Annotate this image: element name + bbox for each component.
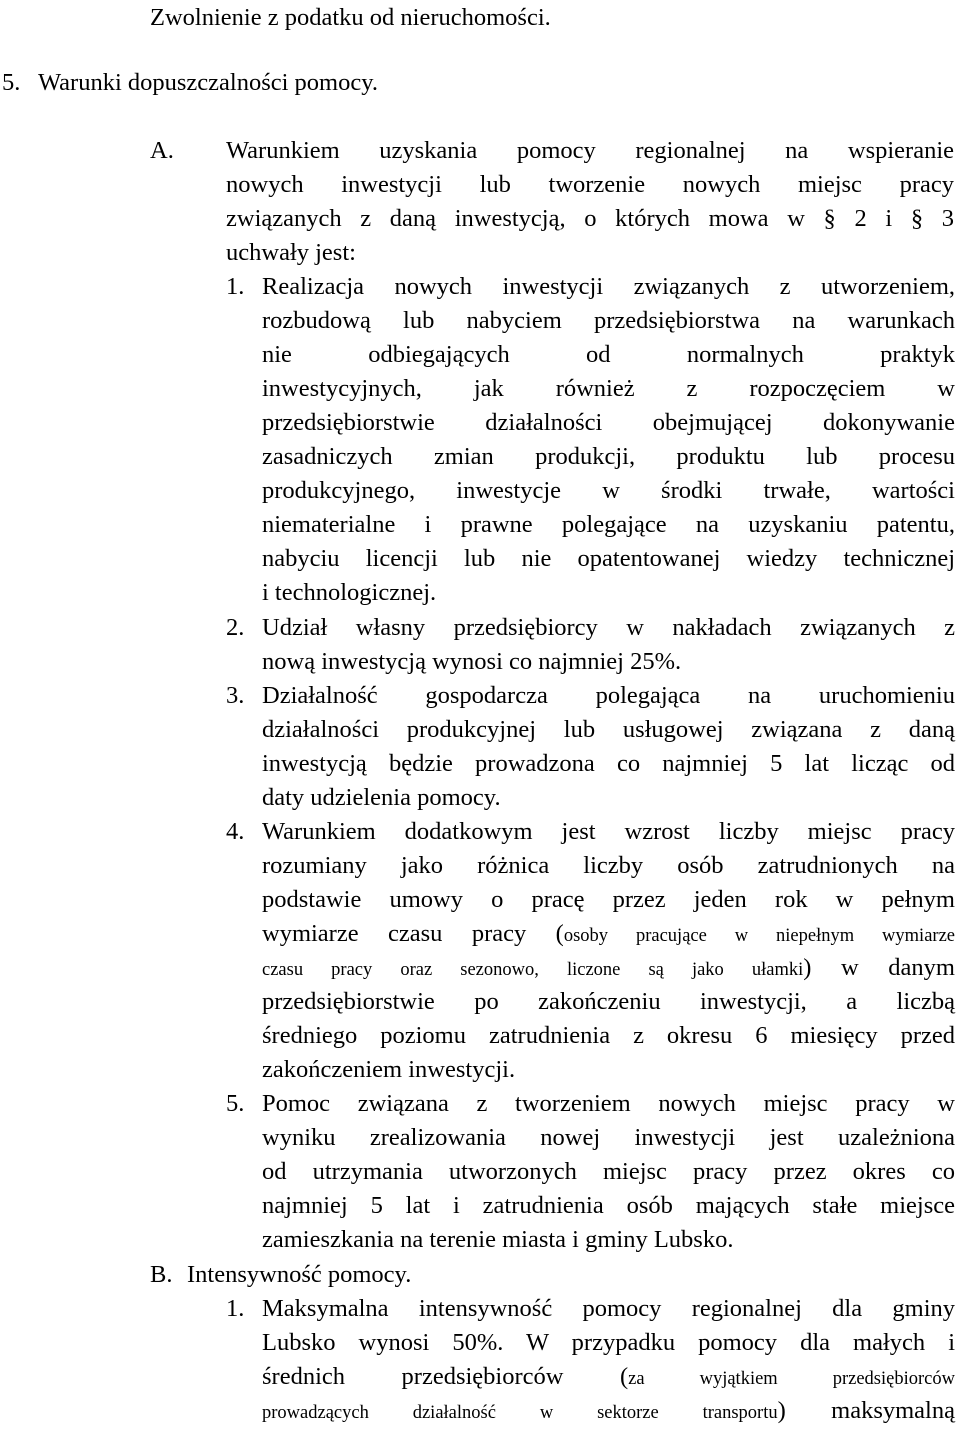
item-number: 4. bbox=[226, 818, 245, 845]
part-a-intro-line: uchwały jest: bbox=[226, 239, 356, 266]
item-5-line: wyniku zrealizowania nowej inwestycji jest uzależniona bbox=[262, 1124, 955, 1151]
part-b-item-1-mixed-line bbox=[262, 1394, 955, 1430]
item-number: 1. bbox=[226, 273, 245, 300]
section-title: Warunki dopuszczalności pomocy. bbox=[38, 69, 379, 96]
part-a-intro-line: Warunkiem uzyskania pomocy regionalnej na wspieranie bbox=[226, 137, 954, 164]
item-1-line: produkcyjnego, inwestycje w środki trwałe, wartości bbox=[262, 477, 955, 504]
part-b-item-1-mixed-line bbox=[262, 1360, 955, 1396]
part-b-item-1-line: Lubsko wynosi 50%. W przypadku pomocy dla małych i bbox=[262, 1329, 955, 1356]
item-4-text: wymiarze czasu pracy ( bbox=[262, 920, 564, 947]
item-4-mixed-line bbox=[262, 917, 955, 953]
item-5-line: najmniej 5 lat i zatrudnienia osób mających stałe miejsce bbox=[262, 1192, 955, 1219]
part-b-text: średnich przedsiębiorców ( bbox=[262, 1363, 629, 1390]
part-b-item-1-line: Maksymalna intensywność pomocy regionalnej dla gminy bbox=[262, 1295, 955, 1322]
item-4-line: Warunkiem dodatkowym jest wzrost liczby miejsc pracy bbox=[262, 818, 955, 845]
item-3-line: Działalność gospodarcza polegająca na uruchomieniu bbox=[262, 682, 955, 709]
part-b-label: B. bbox=[150, 1261, 173, 1288]
item-1-line: przedsiębiorstwie działalności obejmującej dokonywanie bbox=[262, 409, 955, 436]
part-a-intro-line: związanych z daną inwestycją, o których mowa w § 2 i § 3 bbox=[226, 205, 954, 232]
item-4-line: przedsiębiorstwie po zakończeniu inwestycji, a liczbą bbox=[262, 988, 955, 1015]
item-3-line: działalności produkcyjnej lub usługowej związana z daną bbox=[262, 716, 955, 743]
item-1-line: nie odbiegających od normalnych praktyk bbox=[262, 341, 955, 368]
item-4-small-text: osoby pracujące w niepełnym wymiarze bbox=[563, 926, 955, 946]
item-1-line: zasadniczych zmian produkcji, produktu lub procesu bbox=[262, 443, 955, 470]
item-4-line: rozumiany jako różnica liczby osób zatrudnionych na bbox=[262, 852, 955, 879]
item-5-line: Pomoc związana z tworzeniem nowych miejsc pracy w bbox=[262, 1090, 955, 1117]
item-number: 5. bbox=[226, 1090, 245, 1117]
item-4-text: ) w danym bbox=[803, 954, 955, 981]
item-number: 3. bbox=[226, 682, 245, 709]
item-number: 1. bbox=[226, 1295, 245, 1322]
item-1-line: niematerialne i prawne polegające na uzyskaniu patentu, bbox=[262, 511, 955, 538]
part-a-label: A. bbox=[150, 137, 174, 164]
item-4-line: średniego poziomu zatrudnienia z okresu 6 miesięcy przed bbox=[262, 1022, 955, 1049]
item-4-line: zakończeniem inwestycji. bbox=[262, 1056, 516, 1083]
item-1-line: rozbudową lub nabyciem przedsiębiorstwa na warunkach bbox=[262, 307, 955, 334]
item-number: 2. bbox=[226, 614, 245, 641]
item-2-line: Udział własny przedsiębiorcy w nakładach związanych z bbox=[262, 614, 955, 641]
section-number: 5. bbox=[2, 69, 21, 96]
part-b-small-text: prowadzących działalność w sektorze transportu bbox=[262, 1403, 778, 1423]
part-b-title: Intensywność pomocy. bbox=[187, 1261, 412, 1288]
item-5-line: zamieszkania na terenie miasta i gminy Lubsko. bbox=[262, 1226, 734, 1253]
top-line: Zwolnienie z podatku od nieruchomości. bbox=[150, 4, 551, 31]
item-1-line: i technologicznej. bbox=[262, 579, 437, 606]
part-b-small-text: za wyjątkiem przedsiębiorców bbox=[628, 1369, 955, 1389]
part-b-text: ) maksymalną bbox=[777, 1397, 955, 1424]
item-4-mixed-line bbox=[262, 951, 955, 987]
item-5-line: od utrzymania utworzonych miejsc pracy przez okres co bbox=[262, 1158, 955, 1185]
item-1-line: Realizacja nowych inwestycji związanych z utworzeniem, bbox=[262, 273, 955, 300]
item-3-line: inwestycją będzie prowadzona co najmniej 5 lat licząc od bbox=[262, 750, 955, 777]
item-4-line: podstawie umowy o pracę przez jeden rok w pełnym bbox=[262, 886, 955, 913]
item-1-line: inwestycyjnych, jak również z rozpoczęciem w bbox=[262, 375, 955, 402]
part-a-intro-line: nowych inwestycji lub tworzenie nowych miejsc pracy bbox=[226, 171, 954, 198]
item-4-small-text: czasu pracy oraz sezonowo, liczone są jako ułamki bbox=[262, 960, 804, 980]
item-1-line: nabyciu licencji lub nie opatentowanej wiedzy technicznej bbox=[262, 545, 955, 572]
item-2-line: nową inwestycją wynosi co najmniej 25%. bbox=[262, 648, 682, 675]
item-3-line: daty udzielenia pomocy. bbox=[262, 784, 501, 811]
